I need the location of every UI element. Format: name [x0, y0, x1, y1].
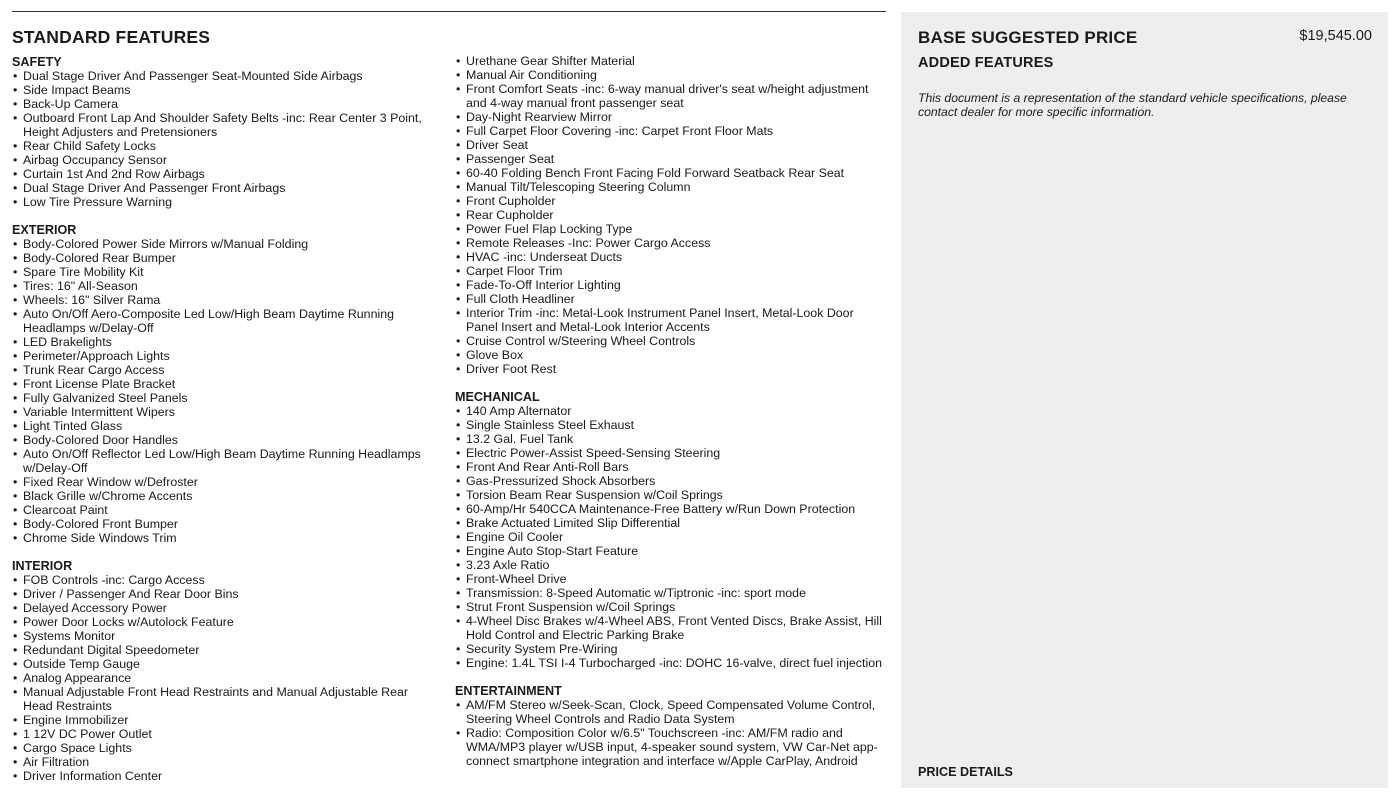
feature-item: • Outside Temp Gauge — [12, 657, 437, 671]
feature-item: • Curtain 1st And 2nd Row Airbags — [12, 167, 437, 181]
feature-item: • Delayed Accessory Power — [12, 601, 437, 615]
feature-item: • Wheels: 16" Silver Rama — [12, 293, 437, 307]
feature-item: • Glove Box — [455, 348, 887, 362]
feature-item: • 60-Amp/Hr 540CCA Maintenance-Free Battery w/Run Down Protection — [455, 502, 887, 516]
feature-item: • Rear Child Safety Locks — [12, 139, 437, 153]
features-column-left — [12, 54, 437, 797]
feature-list — [455, 404, 887, 670]
feature-item: • Power Door Locks w/Autolock Feature — [12, 615, 437, 629]
feature-item: • Rear Cupholder — [455, 208, 887, 222]
feature-item: • Fixed Rear Window w/Defroster — [12, 475, 437, 489]
feature-list — [12, 69, 437, 209]
section-title: MECHANICAL — [455, 390, 540, 404]
feature-item: • Back-Up Camera — [12, 97, 437, 111]
feature-item: • Carpet Floor Trim — [455, 264, 887, 278]
feature-item: • Brake Actuated Limited Slip Differential — [455, 516, 887, 530]
feature-item: • Driver Seat — [455, 138, 887, 152]
feature-item: • Black Grille w/Chrome Accents — [12, 489, 437, 503]
top-divider — [12, 11, 886, 12]
base-price-label: BASE SUGGESTED PRICE — [918, 28, 1138, 47]
feature-item: • Front Comfort Seats -inc: 6-way manual driver's seat w/height adjustment and 4-way manual front passenger seat — [455, 82, 887, 110]
feature-item: • Transmission: 8-Speed Automatic w/Tiptronic -inc: sport mode — [455, 586, 887, 600]
feature-item: • Driver Foot Rest — [455, 362, 887, 376]
feature-item: • 3.23 Axle Ratio — [455, 558, 887, 572]
feature-item: • Full Carpet Floor Covering -inc: Carpet Front Floor Mats — [455, 124, 887, 138]
feature-item: • Front-Wheel Drive — [455, 572, 887, 586]
feature-item: • Air Filtration — [12, 755, 437, 769]
feature-item: • Dual Stage Driver And Passenger Front Airbags — [12, 181, 437, 195]
feature-item: • Auto On/Off Reflector Led Low/High Beam Daytime Running Headlamps w/Delay-Off — [12, 447, 437, 475]
feature-item: • Engine Immobilizer — [12, 713, 437, 727]
feature-item: • Security System Pre-Wiring — [455, 642, 887, 656]
feature-list — [12, 573, 437, 783]
feature-item: • Cruise Control w/Steering Wheel Controls — [455, 334, 887, 348]
price-details-title: PRICE DETAILS — [918, 765, 1013, 779]
feature-item: • Chrome Side Windows Trim — [12, 531, 437, 545]
feature-item: • Dual Stage Driver And Passenger Seat-Mounted Side Airbags — [12, 69, 437, 83]
section-title: EXTERIOR — [12, 223, 77, 237]
feature-item: • FOB Controls -inc: Cargo Access — [12, 573, 437, 587]
feature-item: • Manual Tilt/Telescoping Steering Column — [455, 180, 887, 194]
feature-item: • Fully Galvanized Steel Panels — [12, 391, 437, 405]
feature-item: • Side Impact Beams — [12, 83, 437, 97]
feature-item: • Tires: 16" All-Season — [12, 279, 437, 293]
feature-item: • Engine Oil Cooler — [455, 530, 887, 544]
feature-item: • Front Cupholder — [455, 194, 887, 208]
feature-list — [455, 698, 887, 768]
feature-section-safety — [12, 55, 437, 209]
feature-list — [455, 54, 887, 376]
feature-item: • Engine: 1.4L TSI I-4 Turbocharged -inc: DOHC 16-valve, direct fuel injection — [455, 656, 887, 670]
feature-section-continued — [455, 54, 887, 376]
feature-section-entertainment — [455, 684, 887, 768]
feature-item: • Day-Night Rearview Mirror — [455, 110, 887, 124]
feature-item: • Redundant Digital Speedometer — [12, 643, 437, 657]
features-column-right — [455, 54, 887, 782]
feature-item: • Outboard Front Lap And Shoulder Safety Belts -inc: Rear Center 3 Point, Height Adjusters and Pretensioners — [12, 111, 437, 139]
feature-item: • Gas-Pressurized Shock Absorbers — [455, 474, 887, 488]
feature-item: • Body-Colored Rear Bumper — [12, 251, 437, 265]
feature-section-mechanical — [455, 390, 887, 670]
feature-item: • AM/FM Stereo w/Seek-Scan, Clock, Speed Compensated Volume Control, Steering Wheel Controls and Radio Data System — [455, 698, 887, 726]
added-features-title: ADDED FEATURES — [918, 55, 1054, 71]
feature-item: • Perimeter/Approach Lights — [12, 349, 437, 363]
feature-item: • Body-Colored Front Bumper — [12, 517, 437, 531]
feature-item: • Passenger Seat — [455, 152, 887, 166]
feature-item: • Strut Front Suspension w/Coil Springs — [455, 600, 887, 614]
feature-item: • 4-Wheel Disc Brakes w/4-Wheel ABS, Front Vented Discs, Brake Assist, Hill Hold Control and Electric Parking Brake — [455, 614, 887, 642]
base-price-value: $19,545.00 — [1299, 28, 1372, 44]
feature-item: • Urethane Gear Shifter Material — [455, 54, 887, 68]
section-title: ENTERTAINMENT — [455, 684, 562, 698]
feature-item: • 60-40 Folding Bench Front Facing Fold Forward Seatback Rear Seat — [455, 166, 887, 180]
feature-item: • Driver Information Center — [12, 769, 437, 783]
feature-list — [12, 237, 437, 545]
feature-item: • Torsion Beam Rear Suspension w/Coil Springs — [455, 488, 887, 502]
feature-item: • Systems Monitor — [12, 629, 437, 643]
feature-item: • 1 12V DC Power Outlet — [12, 727, 437, 741]
feature-section-exterior — [12, 223, 437, 545]
feature-item: • Engine Auto Stop-Start Feature — [455, 544, 887, 558]
feature-item: • Front And Rear Anti-Roll Bars — [455, 460, 887, 474]
feature-item: • Manual Air Conditioning — [455, 68, 887, 82]
feature-item: • HVAC -inc: Underseat Ducts — [455, 250, 887, 264]
feature-item: • Full Cloth Headliner — [455, 292, 887, 306]
page-title: STANDARD FEATURES — [12, 27, 211, 47]
feature-item: • Interior Trim -inc: Metal-Look Instrument Panel Insert, Metal-Look Door Panel Insert and Metal-Look Interior Accents — [455, 306, 887, 334]
feature-item: • 13.2 Gal. Fuel Tank — [455, 432, 887, 446]
feature-item: • Airbag Occupancy Sensor — [12, 153, 437, 167]
feature-item: • Clearcoat Paint — [12, 503, 437, 517]
feature-item: • Body-Colored Power Side Mirrors w/Manual Folding — [12, 237, 437, 251]
feature-item: • Manual Adjustable Front Head Restraints and Manual Adjustable Rear Head Restraints — [12, 685, 437, 713]
disclaimer-text: This document is a representation of the standard vehicle specifications, please contact dealer for more specific information. — [918, 91, 1347, 119]
feature-item: • Light Tinted Glass — [12, 419, 437, 433]
feature-item: • Single Stainless Steel Exhaust — [455, 418, 887, 432]
feature-item: • Variable Intermittent Wipers — [12, 405, 437, 419]
feature-item: • Auto On/Off Aero-Composite Led Low/High Beam Daytime Running Headlamps w/Delay-Off — [12, 307, 437, 335]
feature-item: • Trunk Rear Cargo Access — [12, 363, 437, 377]
feature-item: • LED Brakelights — [12, 335, 437, 349]
feature-item: • 140 Amp Alternator — [455, 404, 887, 418]
feature-item: • Cargo Space Lights — [12, 741, 437, 755]
feature-item: • Spare Tire Mobility Kit — [12, 265, 437, 279]
feature-item: • Remote Releases -Inc: Power Cargo Access — [455, 236, 887, 250]
pricing-panel — [901, 12, 1388, 788]
feature-item: • Analog Appearance — [12, 671, 437, 685]
feature-item: • Electric Power-Assist Speed-Sensing Steering — [455, 446, 887, 460]
feature-section-interior — [12, 559, 437, 783]
feature-item: • Radio: Composition Color w/6.5" Touchscreen -inc: AM/FM radio and WMA/MP3 player w/USB input, 4-speaker sound system, VW Car-Net app-connect smartphone integration and interface w/Apple CarPlay, Android — [455, 726, 887, 768]
section-title: SAFETY — [12, 55, 62, 69]
feature-item: • Low Tire Pressure Warning — [12, 195, 437, 209]
feature-item: • Front License Plate Bracket — [12, 377, 437, 391]
feature-item: • Driver / Passenger And Rear Door Bins — [12, 587, 437, 601]
feature-item: • Power Fuel Flap Locking Type — [455, 222, 887, 236]
section-title: INTERIOR — [12, 559, 73, 573]
feature-item: • Body-Colored Door Handles — [12, 433, 437, 447]
feature-item: • Fade-To-Off Interior Lighting — [455, 278, 887, 292]
